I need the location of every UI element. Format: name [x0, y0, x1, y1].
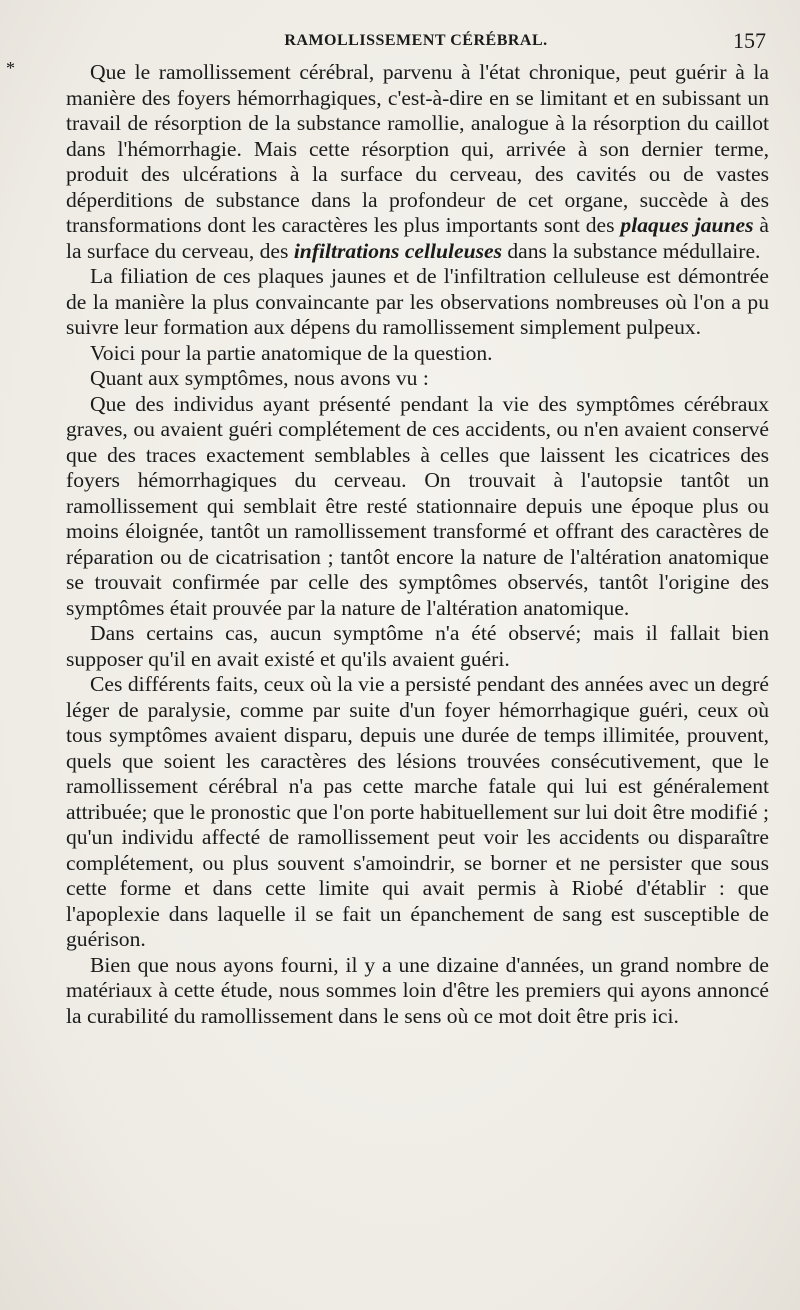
paragraph-1-text-c: dans la substance médullaire. [501, 238, 761, 263]
running-head [66, 28, 766, 52]
paragraph-4: Quant aux symptômes, nous avons vu : [90, 366, 429, 390]
paragraph-1-text-b: à la surface du cerveau, des [66, 213, 769, 263]
paragraph-1 [66, 60, 769, 264]
margin-mark: * [6, 58, 15, 78]
body-text [66, 60, 769, 1029]
paragraph-6: Dans certains cas, aucun symptôme n'a été observé; mais il fallait bien supposer qu'il en avait existé et qu'ils avaient guéri. [66, 621, 769, 671]
paragraph-3: Voici pour la partie anatomique de la question. [90, 340, 493, 365]
paragraph-1-text-a: Que le ramollissement cérébral, parvenu à l'état chronique, peut guérir à la manière des foyers hémorrhagiques, c'est-à-dire en se limitant et en subissant un travail de résorption de la substance ramollie, analogue à la résorption du caillot dans l'hémorrhagie. Mais cette résorption qui, arrivée à son dernier terme, produit des ulcérations à la surface du cerveau, des cavités ou de vastes déperditions de substance dans la profondeur de cet organe, succède à des transformations dont les caractères les plus importants sont des [66, 60, 769, 237]
paragraph-5: Que des individus ayant présenté pendant la vie des symptômes cérébraux graves, ou avaient guéri complétement de ces accidents, ou n'en avaient conservé que des traces exactement semblables à celles que laissent les cicatrices des foyers hémorrhagiques du cerveau. On trouvait à l'autopsie tantôt un ramollissement qui semblait être resté stationnaire depuis une époque plus ou moins éloignée, tantôt un ramollissement transformé et offrant des caractères de réparation ou de cicatrisation ; tantôt encore la nature de l'altération anatomique se trouvait confirmée par celle des symptômes observés, tantôt l'origine des symptômes était prouvée par la nature de l'altération anatomique. [66, 391, 769, 620]
emphasis-plaques-jaunes: plaques jaunes [620, 213, 754, 237]
paragraph-2: La filiation de ces plaques jaunes et de l'infiltration celluleuse est démontrée de la manière la plus convaincante par les observations nombreuses où l'on a pu suivre leur formation aux dépens du ramollissement simplement pulpeux. [66, 264, 769, 339]
emphasis-infiltrations-celluleuses: infiltrations celluleuses [293, 238, 502, 263]
paragraph-8: Bien que nous ayons fourni, il y a une dizaine d'années, un grand nombre de matériaux à cette étude, nous sommes loin d'être les premiers qui ayons annoncé la curabilité du ramollissement dans le sens où ce mot doit être pris ici. [66, 952, 769, 1028]
running-title: RAMOLLISSEMENT CÉRÉBRAL. [284, 32, 548, 49]
page-number: 157 [733, 28, 766, 53]
paragraph-7: Ces différents faits, ceux où la vie a persisté pendant des années avec un degré léger de paralysie, comme par suite d'un foyer hémorrhagique guéri, ceux où tous symptômes avaient disparu, depuis une durée de temps illimitée, prouvent, quels que soient les caractères des lésions trouvées consécutivement, que le ramollissement cérébral n'a pas cette marche fatale qui lui est généralement attribuée; que le pronostic que l'on porte habituellement sur lui doit être modifié ; qu'un individu affecté de ramollissement peut voir les accidents ou disparaître complétement, ou plus souvent s'amoindrir, se borner et ne persister que sous cette forme et dans cette limite qui avait permis à Riobé d'établir : que l'apoplexie dans laquelle il se fait un épanchement de sang est susceptible de guérison. [66, 672, 769, 951]
